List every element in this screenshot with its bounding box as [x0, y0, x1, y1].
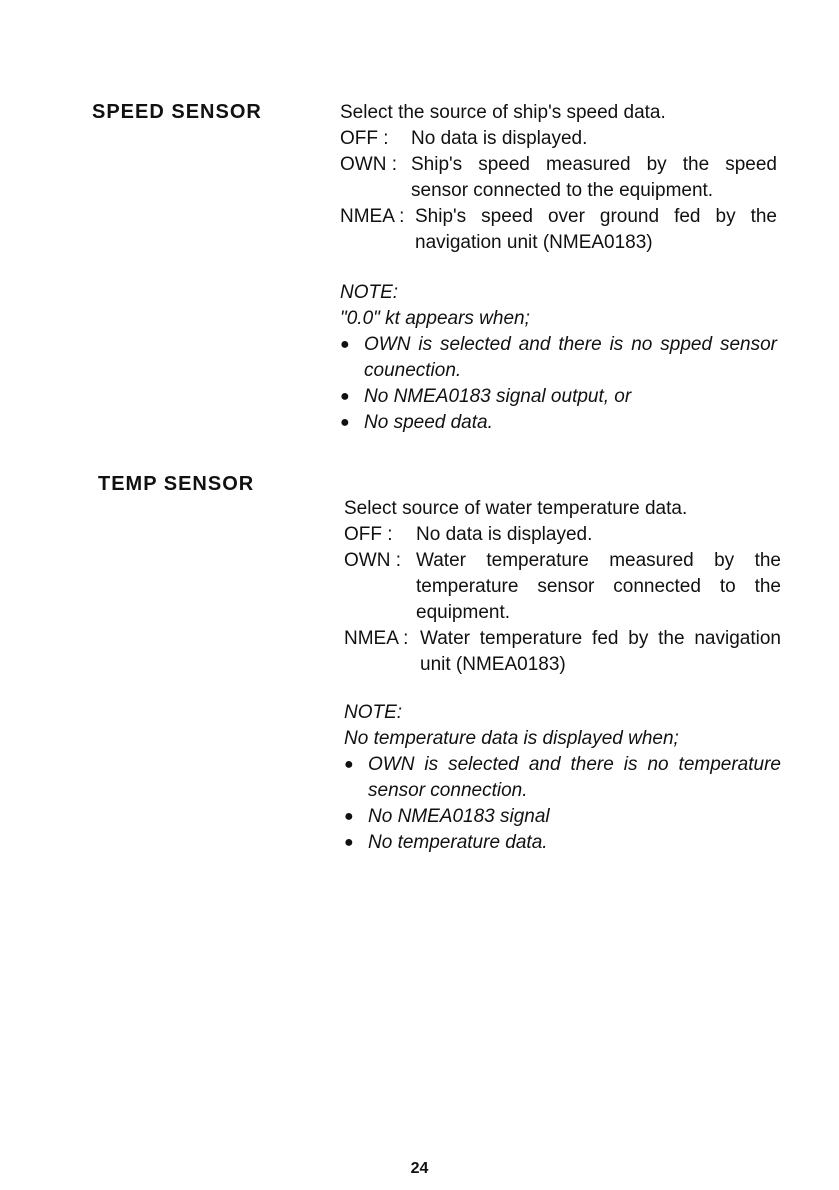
temp-option-own-term: OWN :: [344, 550, 401, 571]
speed-note-label: NOTE:: [340, 282, 399, 303]
temp-note-bullet-2: No NMEA0183 signal: [368, 806, 550, 827]
list-item: [344, 830, 781, 856]
temp-note-label: NOTE:: [344, 702, 403, 723]
speed-note-bullet-2: No NMEA0183 signal output, or: [364, 386, 632, 407]
bullet-icon: ●: [344, 756, 354, 773]
bullet-icon: ●: [344, 808, 354, 825]
speed-note-list: [340, 332, 777, 436]
list-item: [340, 384, 777, 410]
temp-option-nmea: [344, 626, 781, 678]
speed-note-lead: "0.0" kt appears when;: [340, 308, 530, 329]
speed-note-bullet-3: No speed data.: [364, 412, 493, 433]
list-item: [340, 332, 777, 384]
speed-option-nmea-term: NMEA :: [340, 206, 405, 227]
temp-option-nmea-term: NMEA :: [344, 628, 409, 649]
temp-option-own-desc: Water temperature measured by the temperature sensor connected to the equipment.: [416, 550, 781, 623]
bullet-icon: ●: [344, 834, 354, 851]
temp-note-list: [344, 752, 781, 856]
speed-sensor-content: [340, 100, 777, 436]
temp-option-off-desc: No data is displayed.: [416, 524, 593, 545]
temp-sensor-heading: TEMP SENSOR: [98, 473, 255, 495]
speed-option-nmea: [340, 204, 777, 256]
temp-note-bullet-1: OWN is selected and there is no temperature sensor connection.: [368, 754, 781, 801]
list-item: [340, 410, 777, 436]
speed-option-own-desc: Ship's speed measured by the speed sensor connected to the equipment.: [411, 154, 777, 201]
speed-option-own: [340, 152, 777, 204]
speed-option-nmea-desc: Ship's speed over ground fed by the navigation unit (NMEA0183): [415, 206, 777, 253]
bullet-icon: ●: [340, 336, 350, 353]
temp-sensor-content: [344, 496, 781, 856]
temp-option-own: [344, 548, 781, 626]
speed-option-off: [340, 126, 777, 152]
speed-option-off-term: OFF :: [340, 128, 389, 149]
temp-note-lead: No temperature data is displayed when;: [344, 728, 679, 749]
bullet-icon: ●: [340, 388, 350, 405]
list-item: [344, 752, 781, 804]
temp-note-bullet-3: No temperature data.: [368, 832, 548, 853]
temp-option-off: [344, 522, 781, 548]
speed-sensor-heading: SPEED SENSOR: [92, 101, 262, 123]
temp-option-nmea-desc: Water temperature fed by the navigation unit (NMEA0183): [420, 628, 781, 675]
bullet-icon: ●: [340, 414, 350, 431]
speed-note-bullet-1: OWN is selected and there is no spped sensor counection.: [364, 334, 777, 381]
list-item: [344, 804, 781, 830]
speed-option-own-term: OWN :: [340, 154, 397, 175]
temp-option-off-term: OFF :: [344, 524, 393, 545]
page-number: 24: [410, 1160, 429, 1177]
temp-sensor-intro: Select source of water temperature data.: [344, 498, 688, 519]
speed-option-off-desc: No data is displayed.: [411, 128, 588, 149]
speed-sensor-intro: Select the source of ship's speed data.: [340, 102, 666, 123]
